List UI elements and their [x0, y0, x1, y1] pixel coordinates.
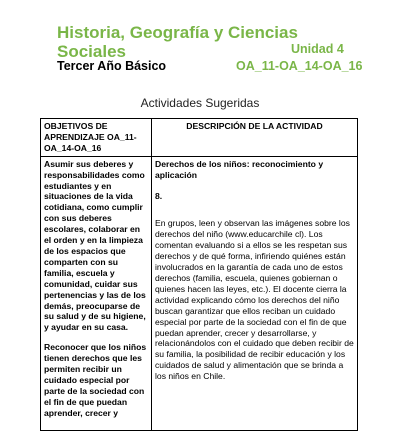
objective-paragraph: Reconocer que los niños tienen derechos que les permiten recibir un cuidado especial por parte de la sociedad con el fin de que puedan aprender, crecer y	[44, 342, 147, 418]
activities-table	[40, 118, 358, 431]
objectives-cell	[41, 156, 152, 430]
paragraph-spacer	[155, 211, 354, 218]
activity-cell	[152, 156, 358, 430]
activity-column-header: DESCRIPCIÓN DE LA ACTIVIDAD	[152, 119, 358, 157]
table-header-row	[41, 119, 358, 157]
unit-label: Unidad 4	[291, 42, 344, 56]
activity-title: Derechos de los niños: reconocimiento y aplicación	[155, 158, 324, 180]
document-title: Historia, Geografía y Ciencias Sociales	[57, 23, 298, 61]
grade-label: Tercer Año Básico	[57, 59, 167, 73]
oa-codes-label: OA_11-OA_14-OA_16	[236, 59, 363, 73]
activity-description: En grupos, leen y observan las imágenes sobre los derechos del niño (www.educarchile cl). Los comentan evaluando si a ellos se les respetan sus derechos y de qué forma, infiriendo quiénes están involucrados en la garantía de cada uno de estos derechos (familia, escuela, quienes gobiernan o quienes hacen las leyes, etc.). El docente cierra la actividad explicando cómo los derechos del niño buscan garantizar que ellos reciban un cuidado especial por parte de la sociedad con el fin de que puedan aprender, crecer y desarrollarse, y relacionándolos con el cuidado que deben recibir de su familia, la posibilidad de recibir educación y los cuidados de salud y alimentación que se brinda a los niños en Chile.	[155, 218, 354, 382]
section-title: Actividades Sugeridas	[140, 96, 260, 110]
activity-number: 8.	[155, 190, 163, 201]
objective-paragraph: Asumir sus deberes y responsabilidades como estudiantes y en situaciones de la vida cotidiana, como cumplir con sus deberes escolares, colaborar en el orden y en la limpieza de los espacios que comparten con su familia, escuela y comunidad, cuidar sus pertenencias y las de los demás, preocuparse de su salud y de su higiene, y ayudar en su casa.	[44, 158, 146, 333]
table-row	[41, 156, 358, 430]
objectives-column-header: OBJETIVOS DE APRENDIZAJE OA_11-OA_14-OA_16	[41, 119, 152, 157]
